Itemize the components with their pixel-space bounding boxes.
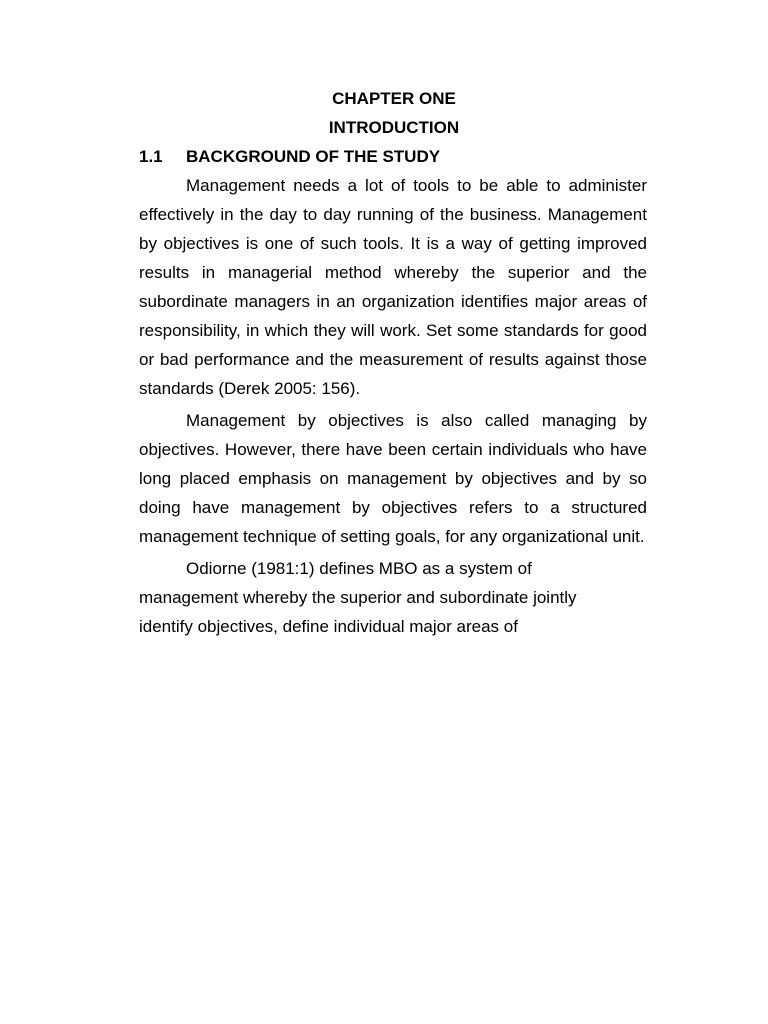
paragraph-2: Management by objectives is also called managing by objectives. However, there have been certain individuals who have long placed emphasis on management by objectives and by so doing have management by objectives refers to a structured management technique of setting goals, for any organizational unit. <box>139 411 647 546</box>
page-body <box>139 84 647 641</box>
section-heading <box>139 142 647 171</box>
paragraph-1: Management needs a lot of tools to be able to administer effectively in the day to day running of the business. Management by objectives is one of such tools. It is a way of getting improved results in managerial method whereby the superior and the subordinate managers in an organization identifies major areas of responsibility, in which they will work. Set some standards for good or bad performance and the measurement of results against those standards (Derek 2005: 156). <box>139 176 647 398</box>
chapter-title: CHAPTER ONE <box>332 89 456 108</box>
section-number: 1.1 <box>139 147 163 166</box>
paragraph-3: Odiorne (1981:1) defines MBO as a system of management whereby the superior and subordinate jointly identify objectives, define individual major areas of <box>139 559 577 636</box>
chapter-subtitle: INTRODUCTION <box>328 118 460 137</box>
section-title: BACKGROUND OF THE STUDY <box>186 147 441 166</box>
